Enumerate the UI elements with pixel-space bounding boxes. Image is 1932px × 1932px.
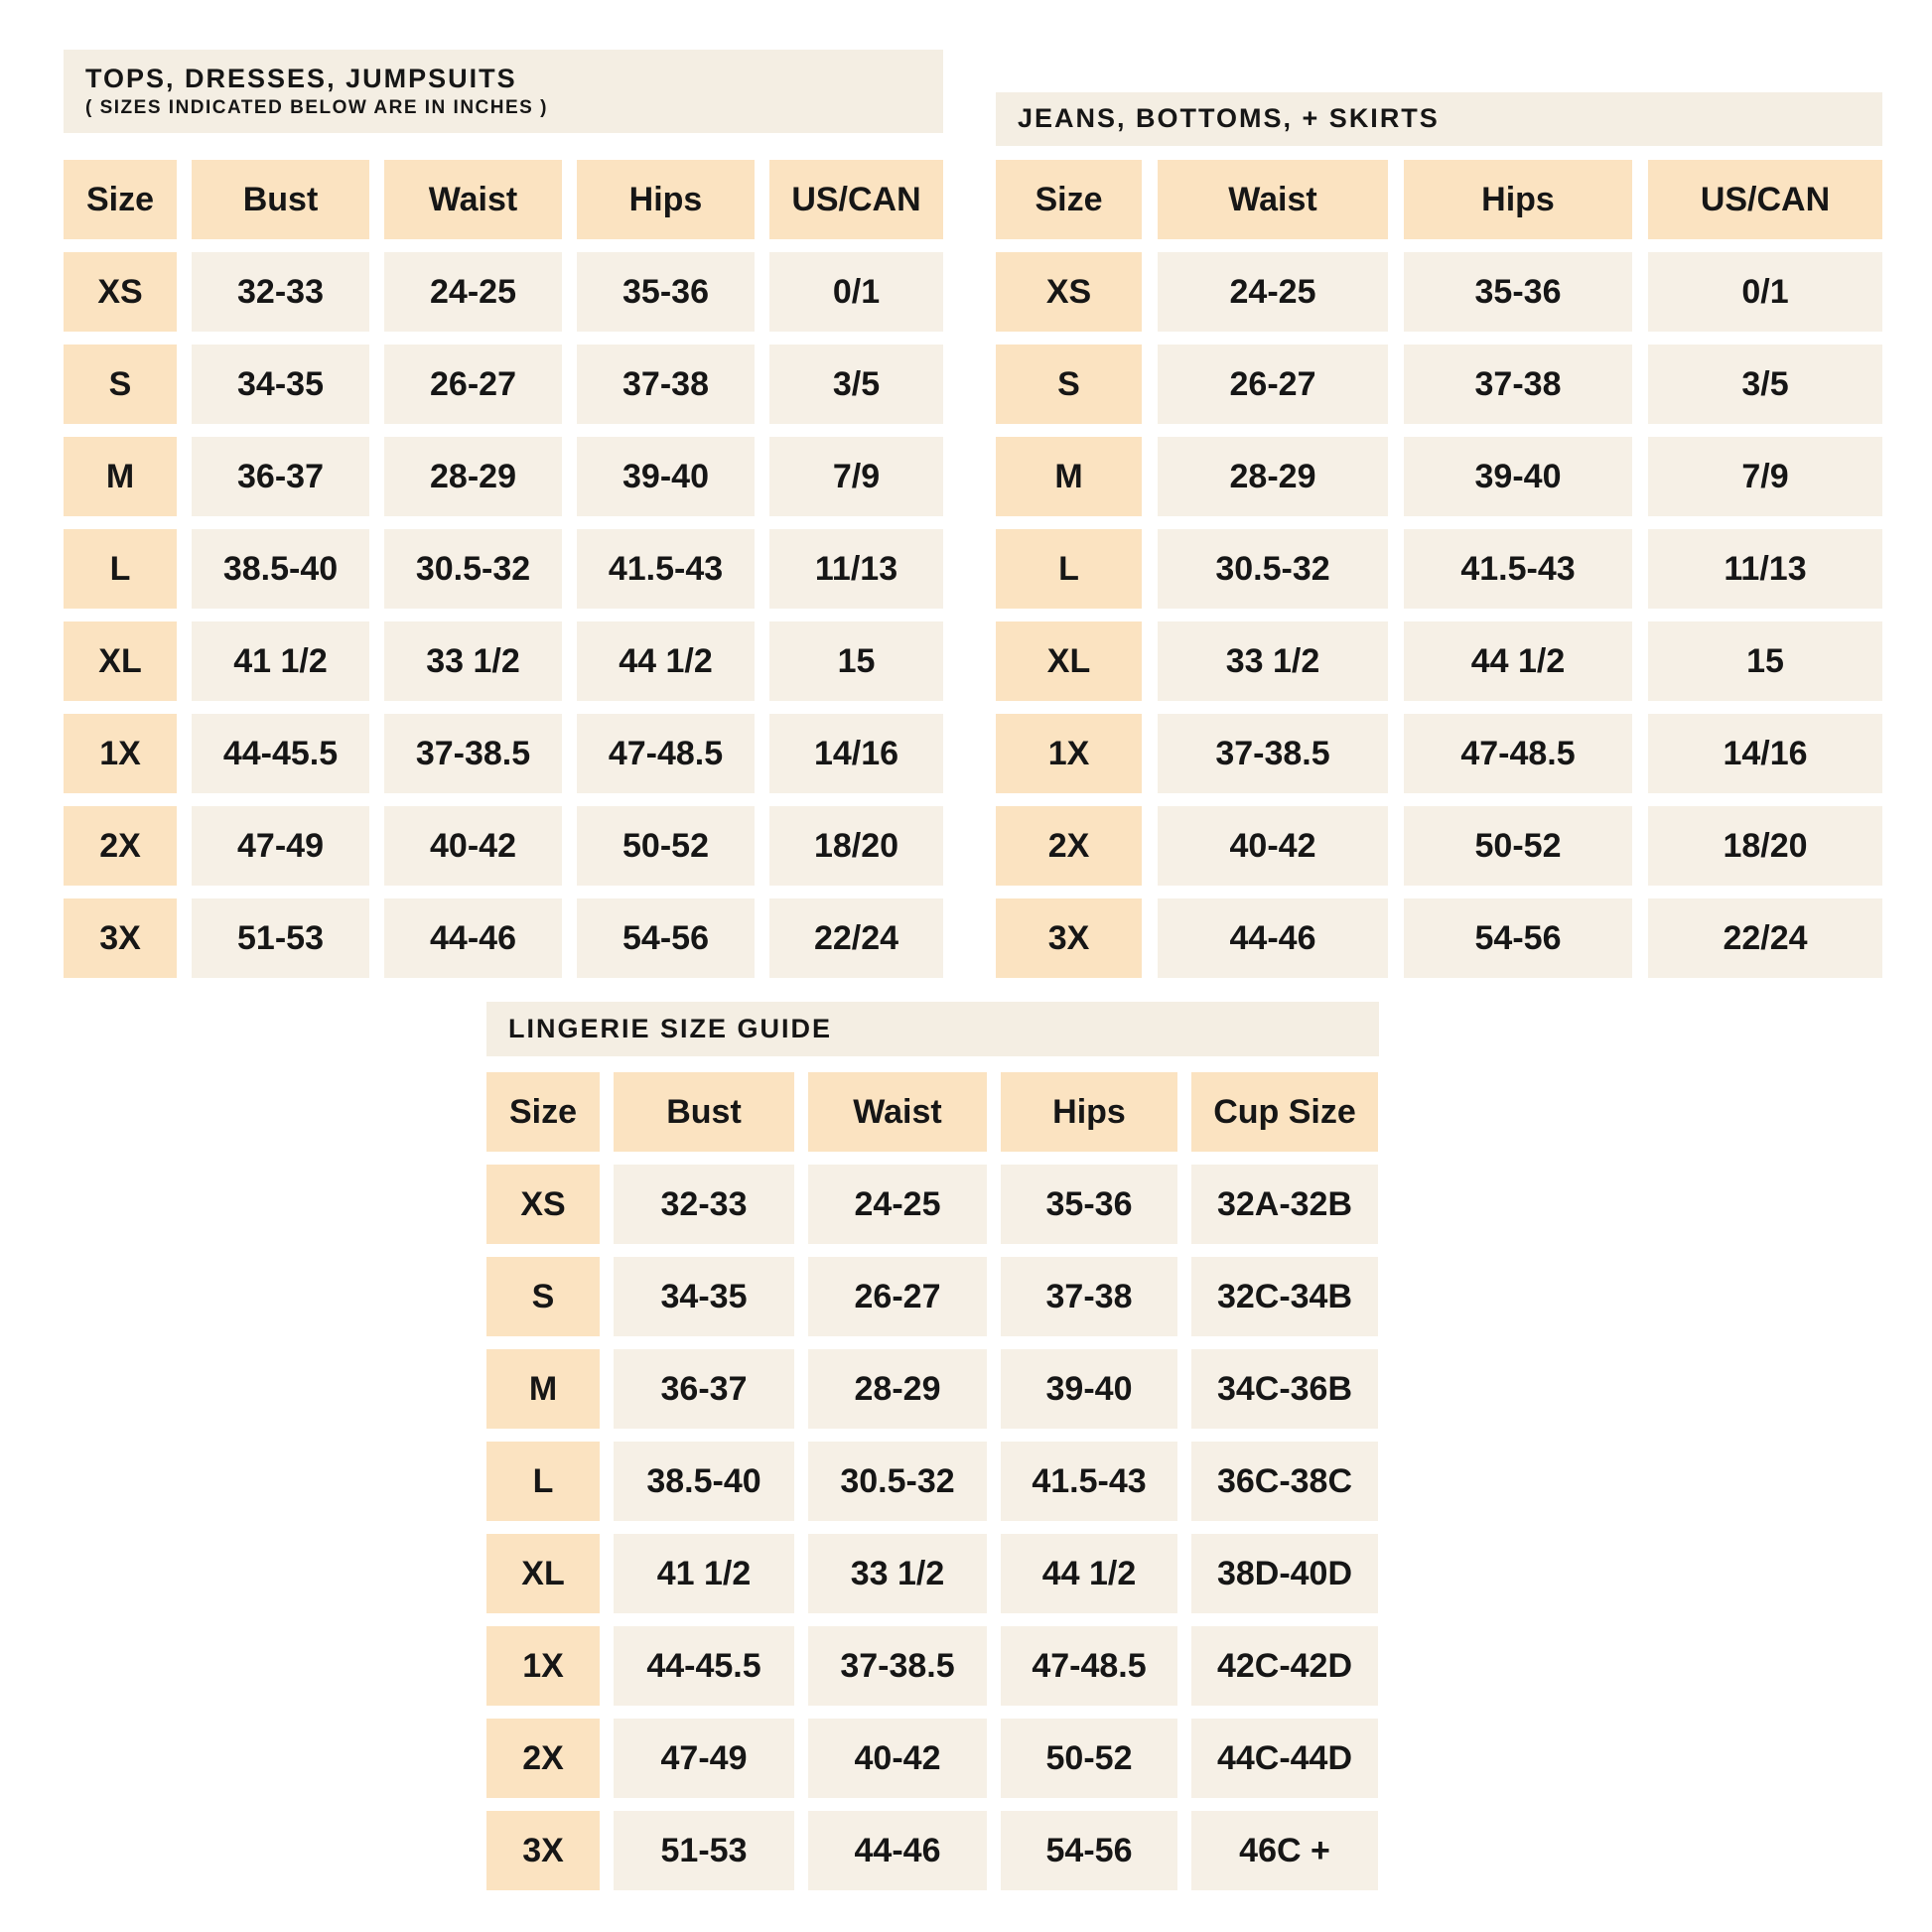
- table-cell: 38.5-40: [614, 1442, 794, 1521]
- table-cell: 38.5-40: [192, 529, 369, 609]
- size-label: 3X: [64, 898, 177, 978]
- size-label: L: [996, 529, 1142, 609]
- size-label: M: [486, 1349, 600, 1429]
- column-header: Waist: [808, 1072, 987, 1152]
- table-cell: 30.5-32: [384, 529, 562, 609]
- column-header: Waist: [1158, 160, 1388, 239]
- tops-table-title-banner: [64, 50, 943, 133]
- table-cell: 44 1/2: [577, 621, 755, 701]
- table-cell: 36-37: [192, 437, 369, 516]
- table-cell: 54-56: [1001, 1811, 1177, 1890]
- jeans-size-table: [996, 160, 1882, 978]
- size-label: XS: [996, 252, 1142, 332]
- table-cell: 35-36: [577, 252, 755, 332]
- table-cell: 40-42: [384, 806, 562, 886]
- table-cell: 37-38.5: [1158, 714, 1388, 793]
- column-header: Hips: [1001, 1072, 1177, 1152]
- tops-table-title: TOPS, DRESSES, JUMPSUITS: [85, 63, 517, 93]
- table-cell: 22/24: [1648, 898, 1882, 978]
- size-label: 2X: [64, 806, 177, 886]
- table-cell: 33 1/2: [808, 1534, 987, 1613]
- jeans-table-title-banner: [996, 92, 1882, 146]
- table-cell: 37-38: [1404, 345, 1632, 424]
- size-label: XL: [64, 621, 177, 701]
- table-cell: 24-25: [384, 252, 562, 332]
- column-header: Size: [64, 160, 177, 239]
- table-cell: 0/1: [1648, 252, 1882, 332]
- size-label: M: [996, 437, 1142, 516]
- table-cell: 37-38: [577, 345, 755, 424]
- table-cell: 41 1/2: [614, 1534, 794, 1613]
- size-label: 3X: [996, 898, 1142, 978]
- table-cell: 32-33: [614, 1165, 794, 1244]
- table-cell: 44 1/2: [1404, 621, 1632, 701]
- table-cell: 41.5-43: [1001, 1442, 1177, 1521]
- table-cell: 35-36: [1404, 252, 1632, 332]
- table-cell: 7/9: [1648, 437, 1882, 516]
- table-cell: 50-52: [577, 806, 755, 886]
- table-cell: 51-53: [192, 898, 369, 978]
- table-cell: 39-40: [1404, 437, 1632, 516]
- table-cell: 42C-42D: [1191, 1626, 1378, 1706]
- table-cell: 47-48.5: [577, 714, 755, 793]
- size-label: M: [64, 437, 177, 516]
- size-label: XL: [996, 621, 1142, 701]
- table-cell: 54-56: [1404, 898, 1632, 978]
- table-cell: 37-38.5: [808, 1626, 987, 1706]
- size-label: L: [486, 1442, 600, 1521]
- table-cell: 32C-34B: [1191, 1257, 1378, 1336]
- table-cell: 34C-36B: [1191, 1349, 1378, 1429]
- column-header: Waist: [384, 160, 562, 239]
- table-cell: 11/13: [769, 529, 943, 609]
- size-label: XS: [486, 1165, 600, 1244]
- size-label: S: [64, 345, 177, 424]
- table-cell: 34-35: [192, 345, 369, 424]
- table-cell: 3/5: [769, 345, 943, 424]
- table-cell: 40-42: [808, 1719, 987, 1798]
- table-cell: 28-29: [384, 437, 562, 516]
- size-label: S: [996, 345, 1142, 424]
- column-header: Bust: [192, 160, 369, 239]
- lingerie-size-table: [486, 1072, 1378, 1890]
- table-cell: 50-52: [1001, 1719, 1177, 1798]
- table-cell: 44-46: [1158, 898, 1388, 978]
- table-cell: 15: [769, 621, 943, 701]
- table-cell: 26-27: [384, 345, 562, 424]
- table-cell: 34-35: [614, 1257, 794, 1336]
- table-cell: 33 1/2: [1158, 621, 1388, 701]
- table-cell: 40-42: [1158, 806, 1388, 886]
- column-header: Hips: [577, 160, 755, 239]
- table-cell: 11/13: [1648, 529, 1882, 609]
- table-cell: 36-37: [614, 1349, 794, 1429]
- table-cell: 24-25: [808, 1165, 987, 1244]
- column-header: Bust: [614, 1072, 794, 1152]
- table-cell: 44 1/2: [1001, 1534, 1177, 1613]
- table-cell: 54-56: [577, 898, 755, 978]
- table-cell: 33 1/2: [384, 621, 562, 701]
- table-cell: 41 1/2: [192, 621, 369, 701]
- table-cell: 37-38: [1001, 1257, 1177, 1336]
- table-cell: 28-29: [1158, 437, 1388, 516]
- table-cell: 30.5-32: [1158, 529, 1388, 609]
- column-header: Size: [996, 160, 1142, 239]
- lingerie-table-title-banner: [486, 1002, 1379, 1056]
- table-cell: 39-40: [1001, 1349, 1177, 1429]
- table-cell: 15: [1648, 621, 1882, 701]
- size-label: 1X: [486, 1626, 600, 1706]
- table-cell: 44-45.5: [614, 1626, 794, 1706]
- table-cell: 51-53: [614, 1811, 794, 1890]
- table-cell: 36C-38C: [1191, 1442, 1378, 1521]
- table-cell: 47-48.5: [1001, 1626, 1177, 1706]
- size-label: 2X: [486, 1719, 600, 1798]
- table-cell: 14/16: [769, 714, 943, 793]
- table-cell: 30.5-32: [808, 1442, 987, 1521]
- table-cell: 7/9: [769, 437, 943, 516]
- table-cell: 32-33: [192, 252, 369, 332]
- table-cell: 3/5: [1648, 345, 1882, 424]
- size-label: 1X: [64, 714, 177, 793]
- size-label: XS: [64, 252, 177, 332]
- table-cell: 35-36: [1001, 1165, 1177, 1244]
- size-label: XL: [486, 1534, 600, 1613]
- table-cell: 14/16: [1648, 714, 1882, 793]
- table-cell: 39-40: [577, 437, 755, 516]
- table-cell: 24-25: [1158, 252, 1388, 332]
- table-cell: 44-45.5: [192, 714, 369, 793]
- table-cell: 18/20: [769, 806, 943, 886]
- size-label: 3X: [486, 1811, 600, 1890]
- tops-size-table: [64, 160, 943, 978]
- lingerie-table-title: LINGERIE SIZE GUIDE: [508, 1013, 833, 1043]
- table-cell: 26-27: [808, 1257, 987, 1336]
- table-cell: 44-46: [808, 1811, 987, 1890]
- table-cell: 0/1: [769, 252, 943, 332]
- table-cell: 37-38.5: [384, 714, 562, 793]
- table-cell: 38D-40D: [1191, 1534, 1378, 1613]
- size-label: L: [64, 529, 177, 609]
- table-cell: 22/24: [769, 898, 943, 978]
- table-cell: 46C +: [1191, 1811, 1378, 1890]
- table-cell: 47-49: [192, 806, 369, 886]
- size-label: 1X: [996, 714, 1142, 793]
- column-header: Size: [486, 1072, 600, 1152]
- table-cell: 28-29: [808, 1349, 987, 1429]
- column-header: US/CAN: [1648, 160, 1882, 239]
- size-label: 2X: [996, 806, 1142, 886]
- table-cell: 44-46: [384, 898, 562, 978]
- size-label: S: [486, 1257, 600, 1336]
- jeans-table-title: JEANS, BOTTOMS, + SKIRTS: [1018, 103, 1440, 134]
- column-header: Hips: [1404, 160, 1632, 239]
- table-cell: 32A-32B: [1191, 1165, 1378, 1244]
- table-cell: 44C-44D: [1191, 1719, 1378, 1798]
- table-cell: 26-27: [1158, 345, 1388, 424]
- table-cell: 50-52: [1404, 806, 1632, 886]
- tops-table-subtitle: ( SIZES INDICATED BELOW ARE IN INCHES ): [85, 96, 548, 118]
- table-cell: 18/20: [1648, 806, 1882, 886]
- table-cell: 41.5-43: [577, 529, 755, 609]
- table-cell: 47-48.5: [1404, 714, 1632, 793]
- column-header: Cup Size: [1191, 1072, 1378, 1152]
- column-header: US/CAN: [769, 160, 943, 239]
- table-cell: 47-49: [614, 1719, 794, 1798]
- table-cell: 41.5-43: [1404, 529, 1632, 609]
